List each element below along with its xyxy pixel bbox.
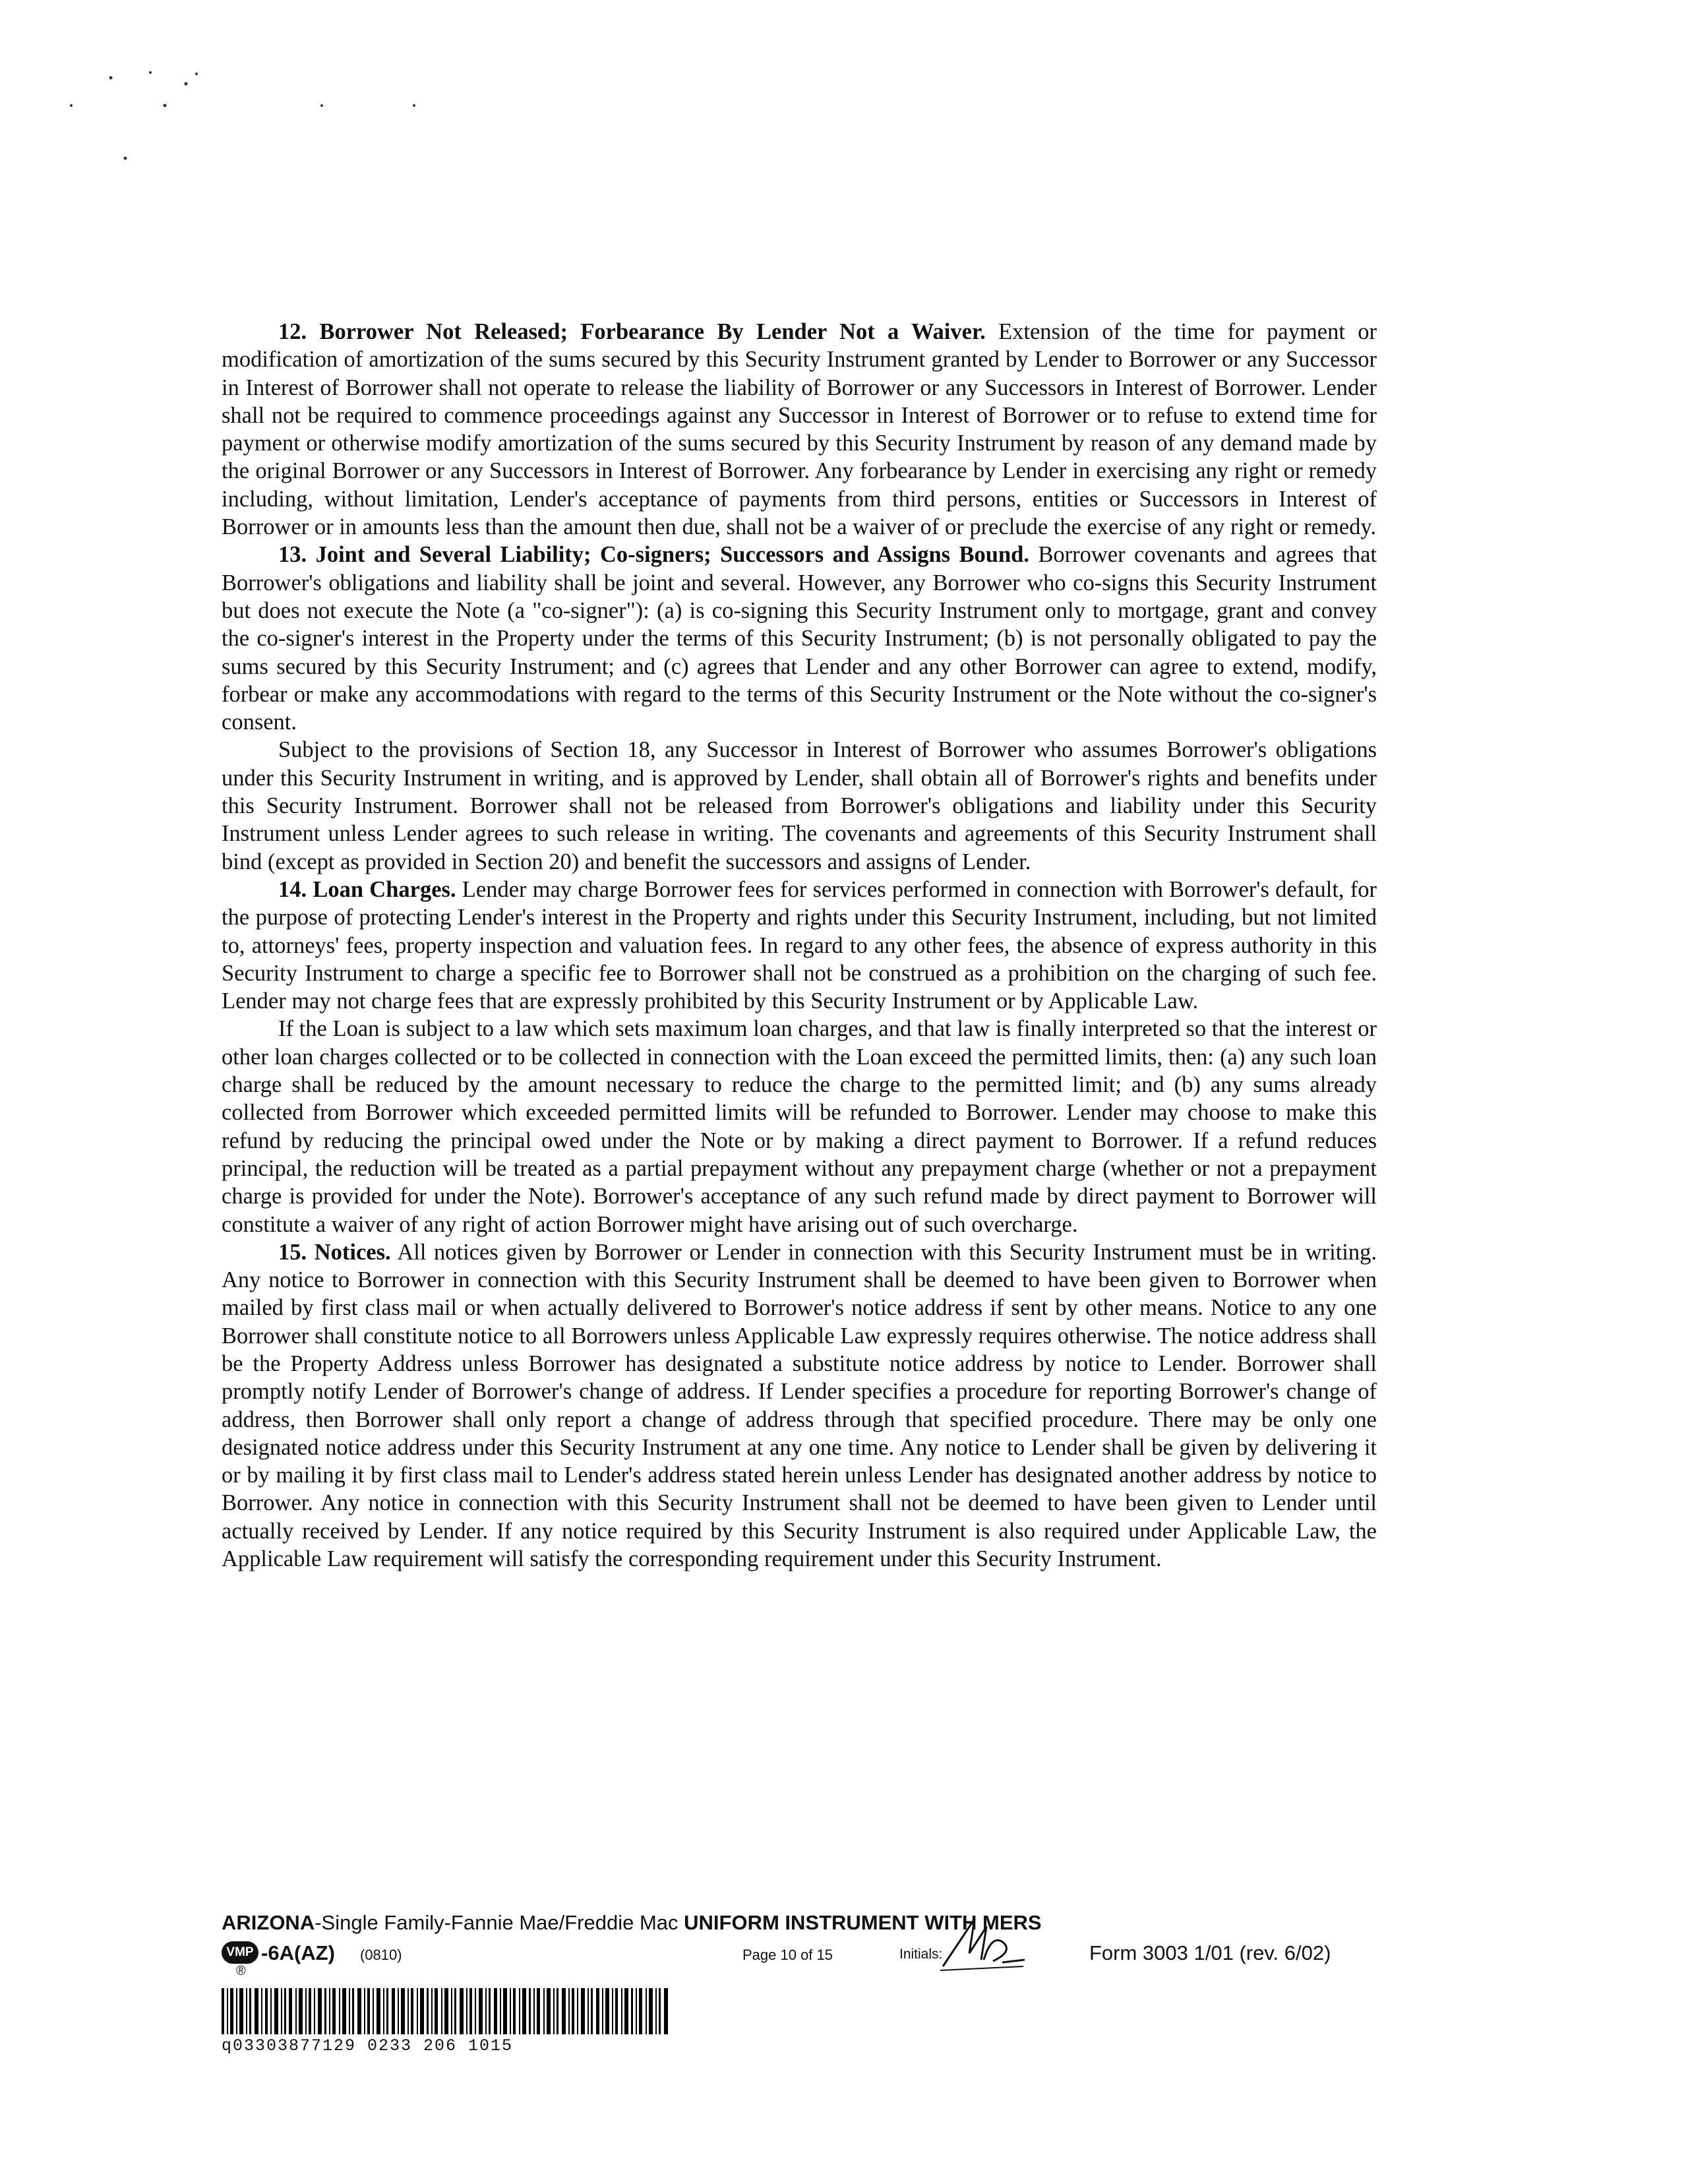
vmp-logo-icon: VMP: [222, 1941, 258, 1964]
form-number: Form 3003 1/01 (rev. 6/02): [1089, 1941, 1331, 1964]
registered-icon: ®: [236, 1964, 246, 1978]
initials-signature: [940, 1914, 1026, 1974]
paragraph-14: 14. Loan Charges. Lender may charge Borrower fees for services performed in connection with Borrower's default, for the purpose of protecting Lender's interest in the Property and rights under this Security Instrument, including, but not limited to, attorneys' fees, property inspection and valuation fees. In regard to any other fees, the absence of express authority in this Security Instrument to charge a specific fee to Borrower shall not be construed as a prohibition on the charging of such fee. Lender may not charge fees that are expressly prohibited by this Security Instrument or by Applicable Law.: [222, 876, 1377, 1014]
heading-15: 15. Notices.: [278, 1239, 391, 1265]
paragraph-15: 15. Notices. All notices given by Borrower or Lender in connection with this Security Instrument must be in writing. Any notice to Borrower in connection with this Security Instrument shall be deemed to have been given to Borrower when mailed by first class mail or when actually delivered to Borrower's notice address if sent by other means. Notice to any one Borrower shall constitute notice to all Borrowers unless Applicable Law expressly requires otherwise. The notice address shall be the Property Address unless Borrower has designated a substitute notice address by notice to Lender. Borrower shall promptly notify Lender of Borrower's change of address. If Lender specifies a procedure for reporting Borrower's change of address, then Borrower shall only report a change of address through that specified procedure. There may be only one designated notice address under this Security Instrument at any one time. Any notice to Lender shall be given by delivering it or by mailing it by first class mail to Lender's address stated herein unless Lender has designated another address by notice to Borrower. Any notice in connection with this Security Instrument shall not be deemed to have been given to Lender until actually received by Lender. If any notice required by this Security Instrument is also required under Applicable Law, the Applicable Law requirement will satisfy the corresponding requirement under this Security Instrument.: [222, 1239, 1377, 1572]
paragraph-14-limits: If the Loan is subject to a law which sets maximum loan charges, and that law is finally interpreted so that the interest or other loan charges collected or to be collected in connection with the Loan exceed the permitted limits, then: (a) any such loan charge shall be reduced by the amount necessary to reduce the charge to the permitted limit; and (b) any sums already collected from Borrower which exceeded permitted limits will be refunded to Borrower. Lender may choose to make this refund by reducing the principal owed under the Note or by making a direct payment to Borrower. If a refund reduces principal, the reduction will be treated as a partial prepayment without any prepayment charge (whether or not a prepayment charge is provided for under the Note). Borrower's acceptance of any such refund made by direct payment to Borrower will constitute a waiver of any right of action Borrower might have arising out of such overcharge.: [222, 1016, 1377, 1237]
footer-meta: [222, 1941, 1389, 1981]
scan-specks: [0, 0, 462, 198]
initials-label: Initials:: [899, 1947, 943, 1962]
document-body: [222, 318, 1377, 1573]
form-code: -6A(AZ): [261, 1941, 335, 1964]
paragraph-13: 13. Joint and Several Liability; Co-signers; Successors and Assigns Bound. Borrower covenants and agrees that Borrower's obligations and liability shall be joint and several. However, any Borrower who co-signs this Security Instrument but does not execute the Note (a "co-signer"): (a) is co-signing this Security Instrument only to mortgage, grant and convey the co-signer's interest in the Property under the terms of this Security Instrument; (b) is not personally obligated to pay the sums secured by this Security Instrument; and (c) agrees that Lender and any other Borrower can agree to extend, modify, forbear or make any accommodations with regard to the terms of this Security Instrument or the Note without the co-signer's consent.: [222, 542, 1377, 735]
barcode-image: [222, 1988, 670, 2034]
form-code-version: (0810): [360, 1947, 402, 1963]
heading-13: 13. Joint and Several Liability; Co-signers; Successors and Assigns Bound.: [278, 542, 1029, 568]
footer-title: ARIZONA-Single Family-Fannie Mae/Freddie Mac UNIFORM INSTRUMENT WITH MERS: [222, 1911, 1042, 1934]
heading-12: 12. Borrower Not Released; Forbearance By Lender Not a Waiver.: [278, 319, 986, 344]
heading-14: 14. Loan Charges.: [278, 876, 456, 902]
page-number: Page 10 of 15: [742, 1947, 833, 1963]
paragraph-12: 12. Borrower Not Released; Forbearance By Lender Not a Waiver. Extension of the time for payment or modification of amortization of the sums secured by this Security Instrument granted by Lender to Borrower or any Successor in Interest of Borrower shall not operate to release the liability of Borrower or any Successors in Interest of Borrower. Lender shall not be required to commence proceedings against any Successor in Interest of Borrower or to refuse to extend time for payment or otherwise modify amortization of the sums secured by this Security Instrument by reason of any demand made by the original Borrower or any Successors in Interest of Borrower. Any forbearance by Lender in exercising any right or remedy including, without limitation, Lender's acceptance of payments from third persons, entities or Successors in Interest of Borrower or in amounts less than the amount then due, shall not be a waiver of or preclude the exercise of any right or remedy.: [222, 319, 1377, 540]
barcode-number: q03303877129 0233 206 1015: [222, 2036, 514, 2055]
paragraph-13-successors: Subject to the provisions of Section 18, any Successor in Interest of Borrower who assumes Borrower's obligations under this Security Instrument in writing, and is approved by Lender, shall obtain all of Borrower's rights and benefits under this Security Instrument. Borrower shall not be released from Borrower's obligations and liability under this Security Instrument unless Lender agrees to such release in writing. The covenants and agreements of this Security Instrument shall bind (except as provided in Section 20) and benefit the successors and assigns of Lender.: [222, 737, 1377, 874]
